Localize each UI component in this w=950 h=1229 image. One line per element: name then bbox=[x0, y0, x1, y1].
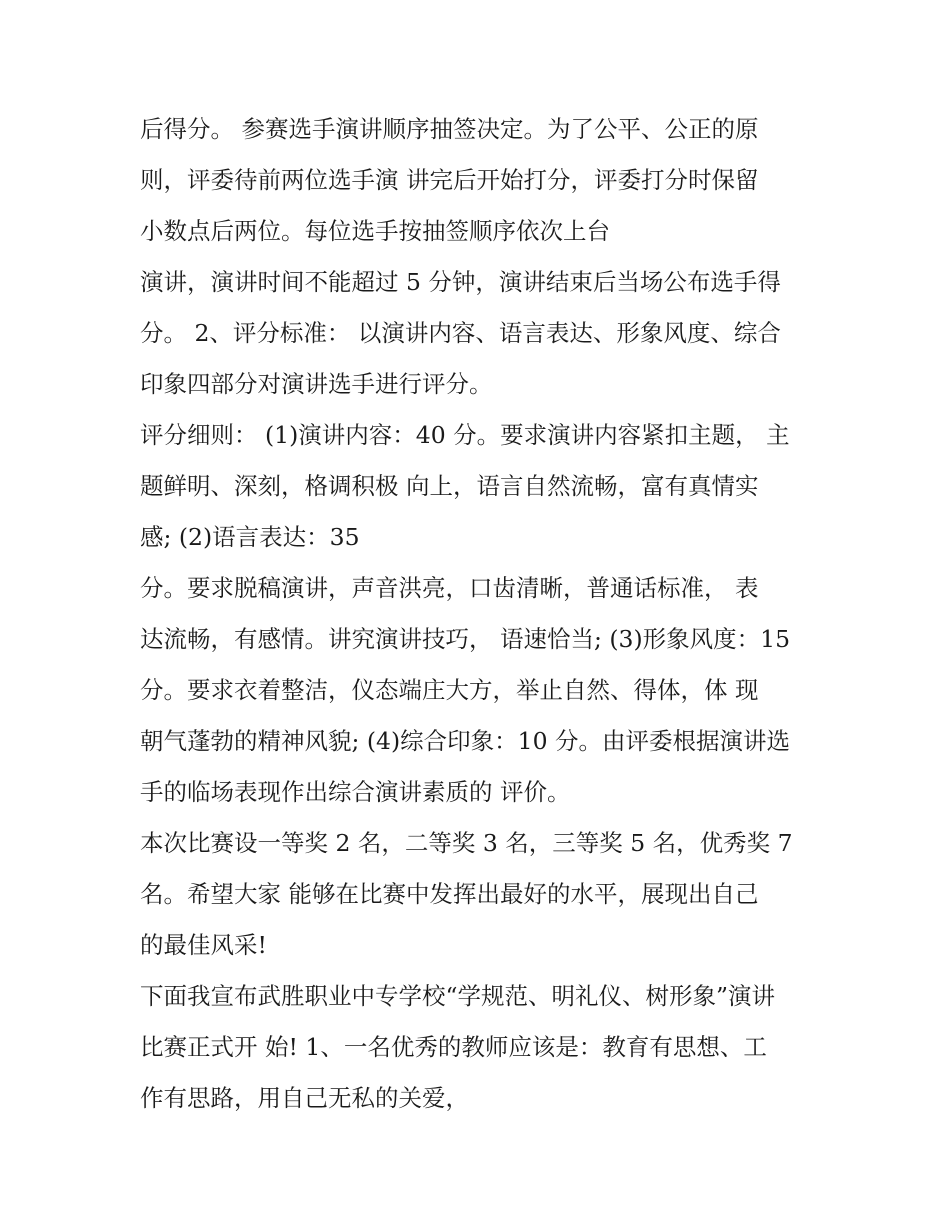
text-line: 分。要求脱稿演讲，声音洪亮，口齿清晰，普通话标准， 表 bbox=[140, 574, 759, 602]
text-line: 本次比赛设一等奖 2 名，二等奖 3 名，三等奖 5 名，优秀奖 7 bbox=[140, 829, 793, 857]
text-line: 小数点后两位。每位选手按抽签顺序依次上台 bbox=[140, 217, 610, 245]
text-line: 演讲，演讲时间不能超过 5 分钟，演讲结束后当场公布选手得 bbox=[140, 268, 781, 296]
text-line: 达流畅，有感情。讲究演讲技巧， 语速恰当; (3)形象风度：15 bbox=[140, 625, 791, 653]
text-line: 朝气蓬勃的精神风貌; (4)综合印象：10 分。由评委根据演讲选 bbox=[140, 727, 791, 755]
text-line: 下面我宣布武胜职业中专学校“学规范、明礼仪、树形象”演讲 bbox=[140, 982, 776, 1010]
text-line: 分。要求衣着整洁，仪态端庄大方，举止自然、得体，体 现 bbox=[140, 676, 759, 704]
text-line: 分。 2、评分标准： 以演讲内容、语言表达、形象风度、综合 bbox=[140, 319, 781, 347]
text-line: 作有思路，用自己无私的关爱， bbox=[140, 1084, 469, 1112]
document-body bbox=[140, 104, 820, 1124]
text-line: 名。希望大家 能够在比赛中发挥出最好的水平，展现出自己 bbox=[140, 880, 759, 908]
text-line: 题鲜明、深刻，格调积极 向上，语言自然流畅，富有真情实 bbox=[140, 472, 759, 500]
text-line: 则，评委待前两位选手演 讲完后开始打分，评委打分时保留 bbox=[140, 166, 759, 194]
text-line: 比赛正式开 始! 1、一名优秀的教师应该是：教育有思想、工 bbox=[140, 1033, 767, 1061]
text-line: 印象四部分对演讲选手进行评分。 bbox=[140, 370, 493, 398]
text-line: 感; (2)语言表达：35 bbox=[140, 523, 360, 551]
text-line: 手的临场表现作出综合演讲素质的 评价。 bbox=[140, 778, 571, 806]
text-line: 评分细则： (1)演讲内容：40 分。要求演讲内容紧扣主题， 主 bbox=[140, 421, 790, 449]
text-line: 的最佳风采! bbox=[140, 931, 267, 959]
text-line: 后得分。 参赛选手演讲顺序抽签决定。为了公平、公正的原 bbox=[140, 115, 759, 143]
